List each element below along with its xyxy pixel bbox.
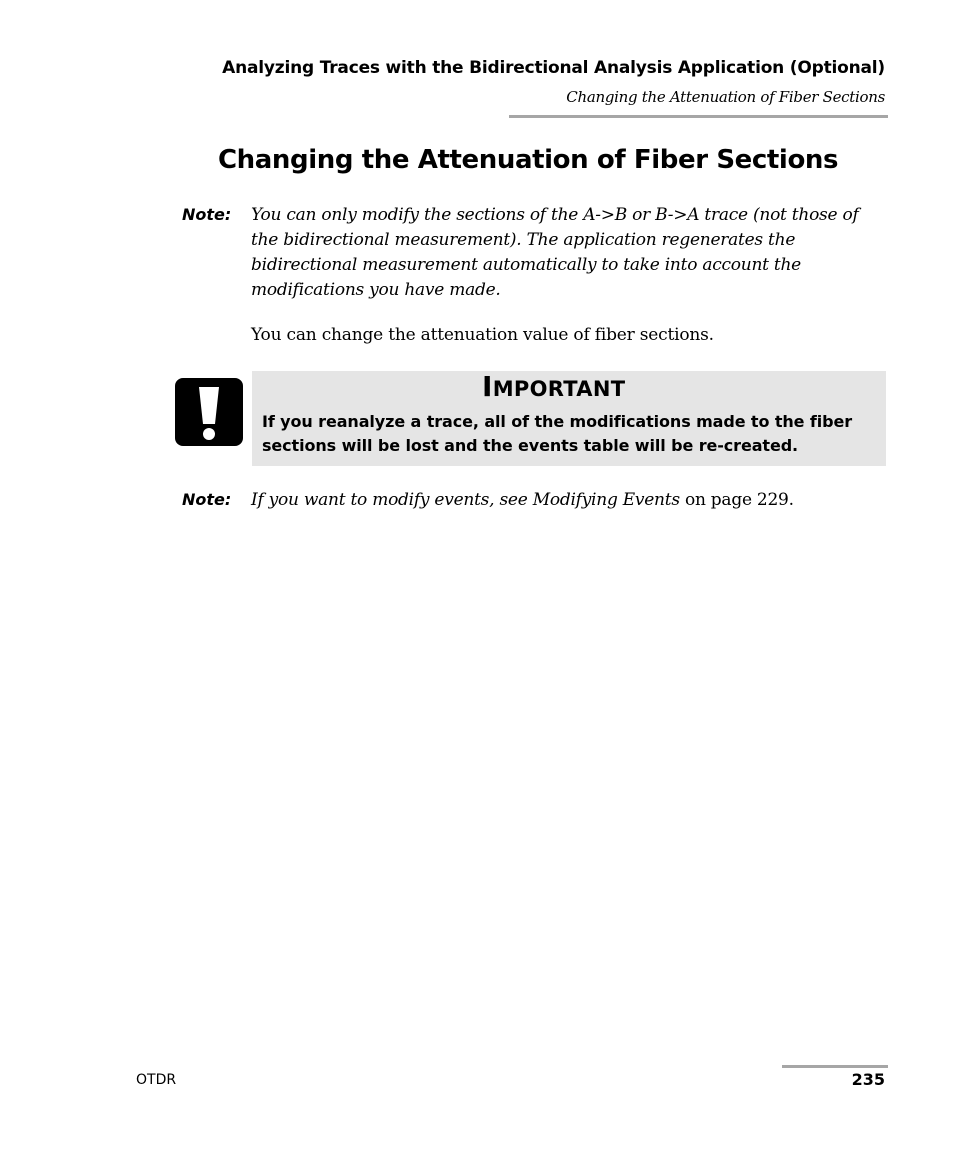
page-title: Changing the Attenuation of Fiber Sections <box>218 145 839 175</box>
page-reference: on page 229. <box>679 490 794 510</box>
footer-divider <box>782 1065 888 1068</box>
page-number: 235 <box>851 1070 885 1089</box>
footer-product-name: OTDR <box>136 1072 177 1088</box>
note-text-2 <box>251 488 876 513</box>
important-heading <box>482 370 625 403</box>
exclamation-icon <box>175 378 243 446</box>
running-header-chapter-title: Analyzing Traces with the Bidirectional Analysis Application (Optional) <box>222 58 885 78</box>
header-divider <box>509 115 888 118</box>
note-text: You can only modify the sections of the A->B or B->A trace (not those of the bidirectional measurement). The application regenerates the bidirectional measurement automatically to take into account the modifications you have made. <box>251 205 859 300</box>
running-header-section-title: Changing the Attenuation of Fiber Sections <box>566 88 885 106</box>
note-label-2: Note: <box>182 490 232 509</box>
note-text-2-italic: If you want to modify events, see Modifying Events <box>251 490 680 510</box>
important-text: If you reanalyze a trace, all of the modifications made to the fiber sections will be lost and the events table will be re-created. <box>262 412 853 455</box>
important-heading-rest: MPORTANT <box>492 377 626 401</box>
important-heading-initial: I <box>482 370 493 403</box>
note-label: Note: <box>182 205 232 224</box>
body-paragraph: You can change the attenuation value of fiber sections. <box>251 325 714 345</box>
